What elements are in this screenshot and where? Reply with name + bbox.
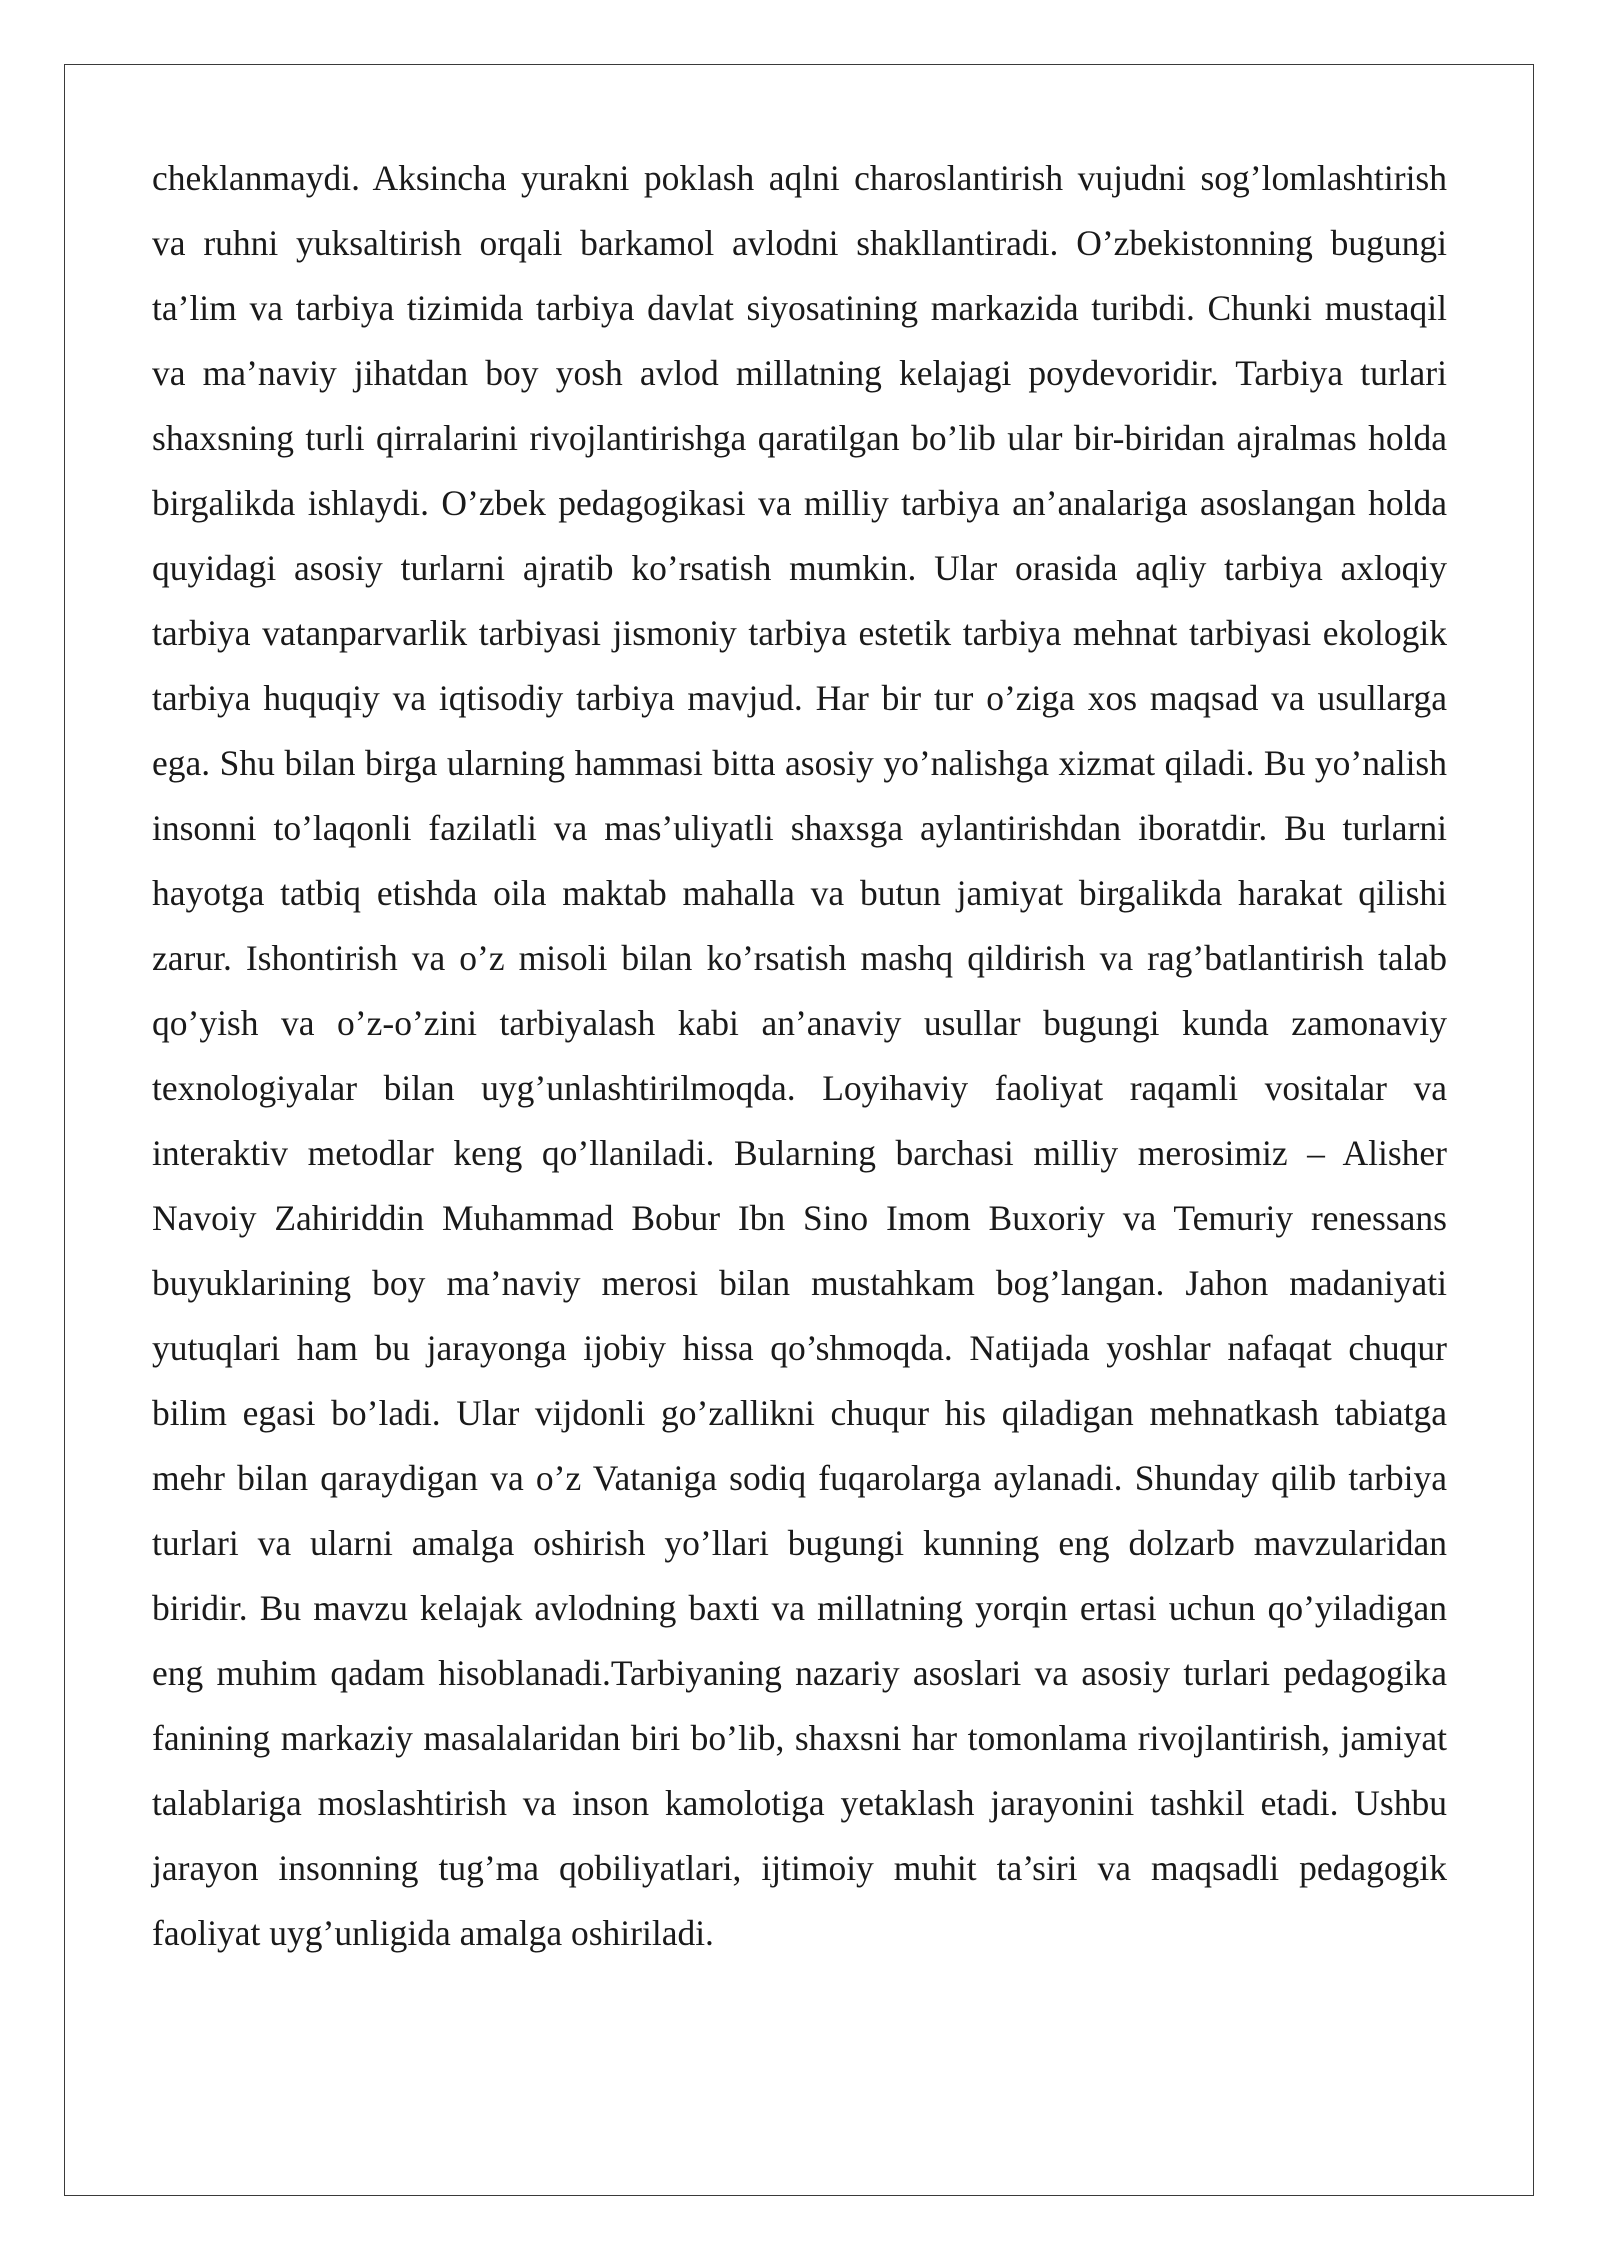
body-paragraph: cheklanmaydi. Aksincha yurakni poklash aqlni charoslantirish vujudni sog’lomlashtirish va ruhni yuksaltirish orqali barkamol avlodni shakllantiradi. O’zbekistonning bugungi ta’lim va tarbiya tizimida tarbiya davlat siyosatining markazida turibdi. Chunki mustaqil va ma’naviy jihatdan boy yosh avlod millatning kelajagi poydevoridir. Tarbiya turlari shaxsning turli qirralarini rivojlantirishga qaratilgan bo’lib ular bir-biridan ajralmas holda birgalikda ishlaydi. O’zbek pedagogikasi va milliy tarbiya an’analariga asoslangan holda quyidagi asosiy turlarni ajratib ko’rsatish mumkin. Ular orasida aqliy tarbiya axloqiy tarbiya vatanparvarlik tarbiyasi jismoniy tarbiya estetik tarbiya mehnat tarbiyasi ekologik tarbiya huquqiy va iqtisodiy tarbiya mavjud. Har bir tur o’ziga xos maqsad va usullarga ega. Shu bilan birga ularning hammasi bitta asosiy yo’nalishga xizmat qiladi. Bu yo’nalish insonni to’laqonli fazilatli va mas’uliyatli shaxsga aylantirishdan iboratdir. Bu turlarni hayotga tatbiq etishda oila maktab mahalla va butun jamiyat birgalikda harakat qilishi zarur. Ishontirish va o’z misoli bilan ko’rsatish mashq qildirish va rag’batlantirish talab qo’yish va o’z-o’zini tarbiyalash kabi an’anaviy usullar bugungi kunda zamonaviy texnologiyalar bilan uyg’unlashtirilmoqda. Loyihaviy faoliyat raqamli vositalar va interaktiv metodlar keng qo’llaniladi. Bularning barchasi milliy merosimiz – Alisher Navoiy Zahiriddin Muhammad Bobur Ibn Sino Imom Buxoriy va Temuriy renessans buyuklarining boy ma’naviy merosi bilan mustahkam bog’langan. Jahon madaniyati yutuqlari ham bu jarayonga ijobiy hissa qo’shmoqda. Natijada yoshlar nafaqat chuqur bilim egasi bo’ladi. Ular vijdonli go’zallikni chuqur his qiladigan mehnatkash tabiatga mehr bilan qaraydigan va o’z Vataniga sodiq fuqarolarga aylanadi. Shunday qilib tarbiya turlari va ularni amalga oshirish yo’llari bugungi kunning eng dolzarb mavzularidan biridir. Bu mavzu kelajak avlodning baxti va millatning yorqin ertasi uchun qo’yiladigan eng muhim qadam hisoblanadi.Tarbiyaning nazariy asoslari va asosiy turlari pedagogika fanining markaziy masalalaridan biri bo’lib, shaxsni har tomonlama rivojlantirish, jamiyat talablariga moslashtirish va inson kamolotiga yetaklash jarayonini tashkil etadi. Ushbu jarayon insonning tug’ma qobiliyatlari, ijtimoiy muhit ta’siri va maqsadli pedagogik faoliyat uyg’unligida amalga oshiriladi. <box>152 158 1447 1953</box>
